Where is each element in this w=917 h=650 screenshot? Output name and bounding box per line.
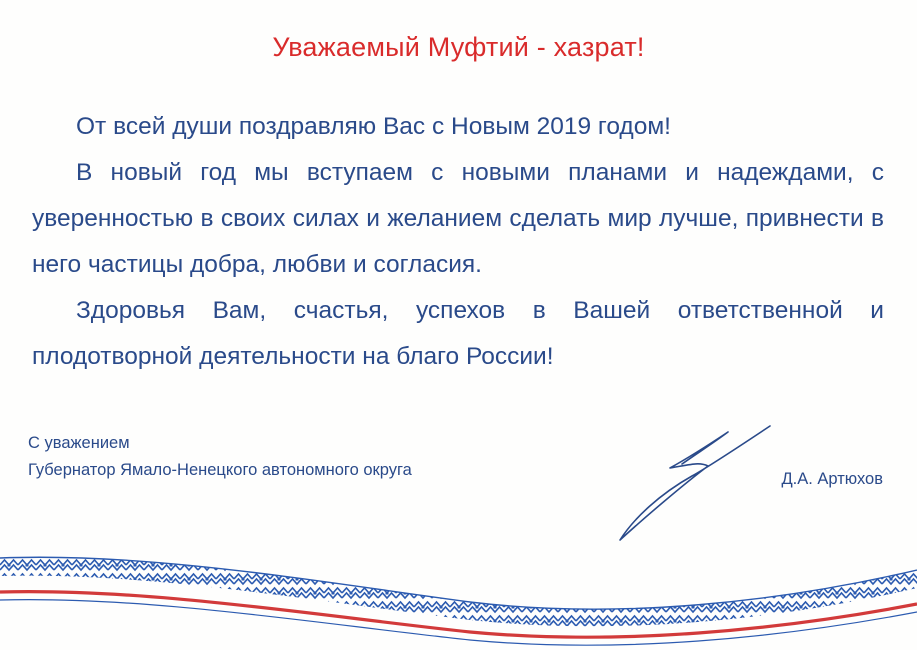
paragraph-wishes: Здоровья Вам, счастья, успехов в Вашей ответственной и плодотворной деятельности на благо России! [32,297,884,370]
letter-body [32,104,884,380]
paragraph-new-year-plans: В новый год мы вступаем с новыми планами и надеждами, с уверенностью в своих силах и желанием сделать мир лучше, привнести в него частицы добра, любви и согласия. [32,159,884,278]
closing-block [28,430,412,484]
signer-position: Губернатор Ямало-Ненецкого автономного округа [28,461,412,479]
closing-salutation: С уважением [28,434,130,452]
ornament-border [0,530,917,650]
greeting-heading: Уважаемый Муфтий - хазрат! [272,32,645,62]
paragraph-congratulation: От всей души поздравляю Вас с Новым 2019 годом! [76,113,671,140]
signer-name: Д.А. Артюхов [781,470,883,488]
handwritten-signature [600,418,780,548]
